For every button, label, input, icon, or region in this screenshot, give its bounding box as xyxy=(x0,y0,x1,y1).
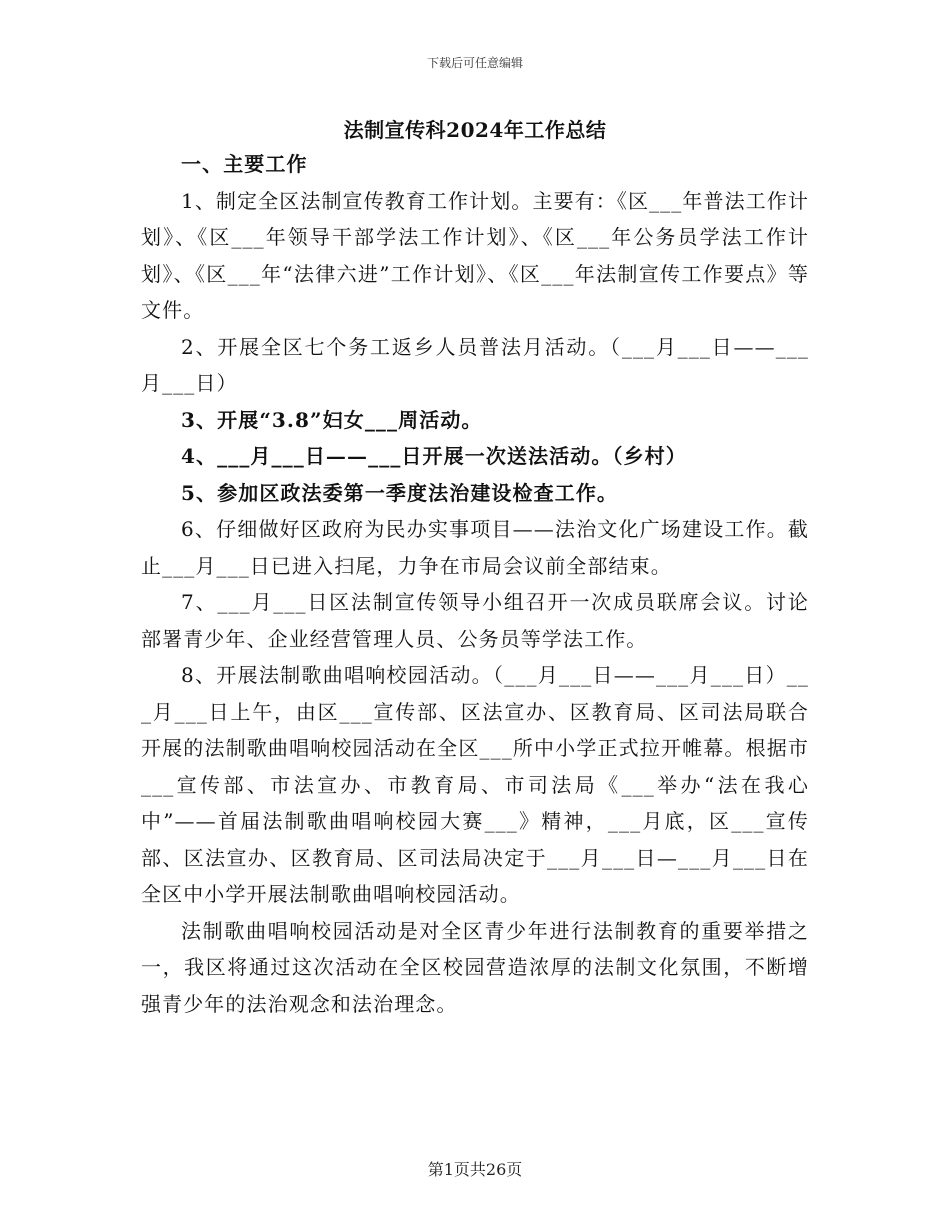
page-footer: 第1页共26页 xyxy=(427,1160,523,1179)
header-note: 下载后可任意编辑 xyxy=(426,56,523,70)
section-heading: 一、主要工作 xyxy=(181,152,308,176)
paragraph-8: 8、开展法制歌曲唱响校园活动。（___月___日——___月___日）___月___日上午，由区___宣传部、区法宣办、区教育局、区司法局联合开展的法制歌曲唱响校园活动在全区___所中小学正式拉开帷幕。根据市___宣传部、市法宣办、市教育局、市司法局《___举办“法在我心中”——首届法制歌曲唱响校园大赛___》精神，___月底，区___宣传部、区法宣办、区教育局、区司法局决定于___月___日—___月___日在全区中小学开展法制歌曲唱响校园活动。 xyxy=(141,663,809,906)
document-body xyxy=(141,146,809,1022)
paragraph-1: 1、制定全区法制宣传教育工作计划。主要有：《区___年普法工作计划》、《区___年领导干部学法工作计划》、《区___年公务员学法工作计划》、《区___年“法律六进”工作计划》、《区___年法制宣传工作要点》等文件。 xyxy=(141,188,809,322)
paragraph-9: 法制歌曲唱响校园活动是对全区青少年进行法制教育的重要举措之一，我区将通过这次活动在全区校园营造浓厚的法制文化氛围，不断增强青少年的法治观念和法治理念。 xyxy=(141,918,809,1016)
paragraph-3: 3、开展“3.8”妇女___周活动。 xyxy=(181,407,483,432)
paragraph-6: 6、仔细做好区政府为民办实事项目——法治文化广场建设工作。截止___月___日已进入扫尾，力争在市局会议前全部结束。 xyxy=(141,517,809,578)
document-title: 法制宣传科2024年工作总结 xyxy=(343,118,607,142)
paragraph-7: 7、___月___日区法制宣传领导小组召开一次成员联席会议。讨论部署青少年、企业经营管理人员、公务员等学法工作。 xyxy=(141,590,809,651)
paragraph-4: 4、___月___日——___日开展一次送法活动。（乡村） xyxy=(181,444,687,468)
paragraph-2: 2、开展全区七个务工返乡人员普法月活动。（___月___日——___月___日） xyxy=(141,334,809,395)
paragraph-5: 5、参加区政法委第一季度法治建设检查工作。 xyxy=(181,480,619,505)
